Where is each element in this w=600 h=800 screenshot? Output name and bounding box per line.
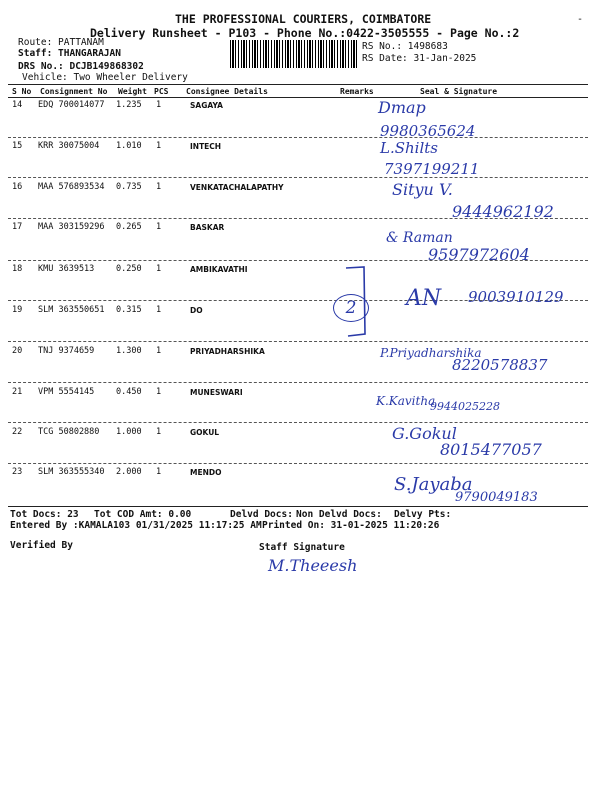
row-consignee: BASKAR	[190, 223, 225, 232]
corner-mark: -	[577, 14, 584, 25]
phone-handwritten: 9597972604	[428, 245, 530, 264]
row-sno: 15	[12, 141, 23, 151]
row-pcs: 1	[156, 467, 162, 477]
phone-handwritten: 9980365624	[380, 122, 476, 140]
row-consignee: INTECH	[190, 142, 222, 151]
row-sno: 19	[12, 305, 23, 315]
signature: L.Shilts	[380, 139, 438, 157]
row-weight: 2.000	[116, 467, 142, 477]
row-consignment: KMU 3639513	[38, 264, 95, 274]
total-docs: Tot Docs: 23	[10, 509, 79, 520]
row-consignment: VPM 5554145	[38, 387, 95, 397]
rs-no: RS No.: 1498683	[362, 41, 448, 52]
row-weight: 0.735	[116, 182, 142, 192]
row-pcs: 1	[156, 387, 162, 397]
row-consignment: TNJ 9374659	[38, 346, 95, 356]
signature: G.Gokul	[392, 424, 457, 443]
row-divider	[8, 177, 588, 178]
row-consignee: SAGAYA	[190, 101, 223, 110]
signature: Dmap	[378, 98, 426, 117]
staff-label: Staff: THANGARAJAN	[18, 48, 121, 59]
entered-by: Entered By :KAMALA103 01/31/2025 11:17:25 AM	[10, 520, 262, 531]
row-pcs: 1	[156, 100, 162, 110]
row-divider	[8, 218, 588, 219]
row-pcs: 1	[156, 427, 162, 437]
row-weight: 0.250	[116, 264, 142, 274]
row-pcs: 1	[156, 141, 162, 151]
signature: S.Jayaba	[394, 474, 473, 495]
row-divider	[8, 137, 588, 138]
row-weight: 1.300	[116, 346, 142, 356]
row-consignment: SLM 363555340	[38, 467, 105, 477]
phone-handwritten: 9003910129	[468, 288, 564, 306]
row-consignee: MENDO	[190, 468, 222, 477]
row-sno: 20	[12, 346, 23, 356]
row-consignee: MUNESWARI	[190, 388, 243, 397]
row-consignment: TCG 50802880	[38, 427, 100, 437]
signature: P.Priyadharshika	[380, 346, 482, 360]
row-weight: 0.315	[116, 305, 142, 315]
delivery-points: Delvy Pts:	[394, 509, 452, 520]
row-consignee: DO	[190, 306, 203, 315]
row-pcs: 1	[156, 346, 162, 356]
staff-signature: M.Theeesh	[268, 556, 358, 575]
barcode	[230, 40, 357, 68]
row-sno: 16	[12, 182, 23, 192]
row-consignee: AMBIKAVATHI	[190, 265, 248, 274]
row-sno: 23	[12, 467, 23, 477]
rs-date: RS Date: 31-Jan-2025	[362, 53, 477, 64]
vehicle-label: Vehicle: Two Wheeler Delivery	[22, 72, 188, 83]
row-pcs: 1	[156, 305, 162, 315]
phone-handwritten: 9444962192	[452, 202, 554, 221]
drs-label: DRS No.: DCJB149868302	[18, 61, 144, 72]
row-divider	[8, 382, 588, 383]
route-label: Route: PATTANAM	[18, 37, 104, 48]
phone-handwritten: 8220578837	[452, 356, 548, 374]
col-seal-signature: Seal & Signature	[420, 87, 498, 96]
signature: Sityu V.	[392, 180, 453, 199]
printed-on: Printed On: 31-01-2025 11:20:26	[262, 520, 440, 531]
runsheet-title: Delivery Runsheet - P103 - Phone No.:0422-3505555 - Page No.:2	[90, 26, 520, 40]
col-remarks: Remarks	[340, 87, 374, 96]
row-consignee: GOKUL	[190, 428, 220, 437]
row-pcs: 1	[156, 182, 162, 192]
company-name: THE PROFESSIONAL COURIERS, COIMBATORE	[175, 12, 432, 26]
row-pcs: 1	[156, 264, 162, 274]
delivered-docs: Delvd Docs:	[230, 509, 293, 520]
row-consignment: MAA 303159296	[38, 222, 105, 232]
phone-handwritten: 9944025228	[430, 400, 500, 413]
verified-by: Verified By	[10, 540, 73, 551]
row-weight: 1.010	[116, 141, 142, 151]
row-weight: 1.000	[116, 427, 142, 437]
signature: & Raman	[386, 230, 453, 246]
row-consignee: VENKATACHALAPATHY	[190, 183, 284, 192]
row-sno: 21	[12, 387, 23, 397]
row-weight: 1.235	[116, 100, 142, 110]
row-sno: 14	[12, 100, 23, 110]
col-pcs: PCS	[154, 87, 169, 96]
phone-handwritten: 7397199211	[384, 160, 480, 178]
table-top-rule	[8, 84, 588, 85]
table-bottom-rule	[8, 506, 588, 507]
non-delivered-docs: Non Delvd Docs:	[296, 509, 382, 520]
col-weight: Weight	[118, 87, 147, 96]
row-consignment: KRR 30075004	[38, 141, 100, 151]
row-sno: 17	[12, 222, 23, 232]
phone-handwritten: 9790049183	[455, 490, 538, 505]
row-weight: 0.450	[116, 387, 142, 397]
phone-handwritten: 8015477057	[440, 440, 542, 459]
circled-number: 2	[333, 294, 369, 322]
col-sno: S No	[12, 87, 32, 96]
signature: AN	[406, 286, 442, 311]
row-divider	[8, 463, 588, 464]
col-consignee: Consignee Details	[186, 87, 268, 96]
row-divider	[8, 260, 588, 261]
row-sno: 18	[12, 264, 23, 274]
row-consignment: MAA 576893534	[38, 182, 105, 192]
signature: K.Kavitha	[376, 394, 436, 408]
row-pcs: 1	[156, 222, 162, 232]
staff-signature-label: Staff Signature	[259, 542, 345, 553]
col-consignment: Consignment No	[40, 87, 108, 96]
row-weight: 0.265	[116, 222, 142, 232]
row-consignee: PRIYADHARSHIKA	[190, 347, 265, 356]
row-consignment: SLM 363550651	[38, 305, 105, 315]
row-consignment: EDQ 700014077	[38, 100, 105, 110]
total-cod-amount: Tot COD Amt: 0.00	[94, 509, 192, 520]
table-header-rule	[8, 97, 588, 98]
row-divider	[8, 422, 588, 423]
row-sno: 22	[12, 427, 23, 437]
row-divider	[8, 341, 588, 342]
